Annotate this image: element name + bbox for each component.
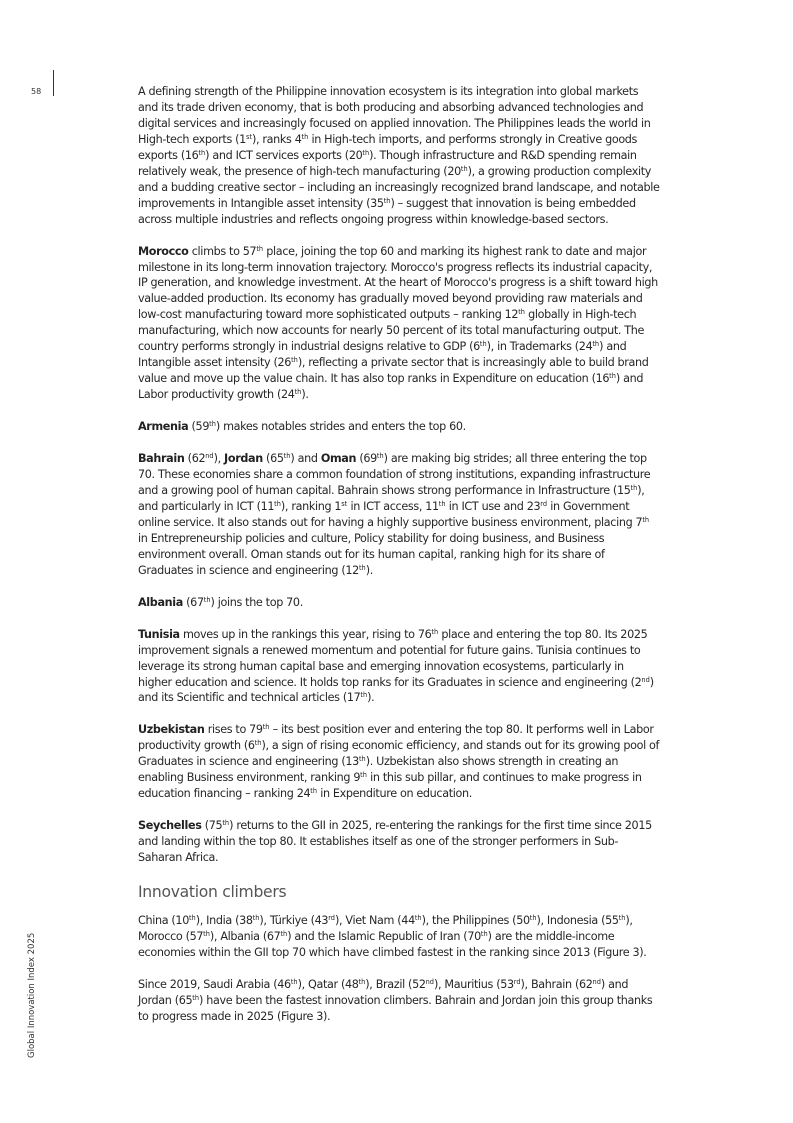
paragraph-armenia [138,419,660,435]
armenia-text: (59th) makes notables strides and enters the top 60. [191,420,466,434]
paragraph-tunisia [138,627,660,707]
albania-text: (67th) joins the top 70. [186,595,303,609]
climbers-text-2: Since 2019, Saudi Arabia (46th), Qatar (48th), Brazil (52nd), Mauritius (53rd), Bahrain (62nd) and Jordan (65th) have been the fastest innovation climbers. Bahrain and Jordan join this group thanks to progress made in 2025 (Figure 3). [138,977,653,1023]
philippines-text: A defining strength of the Philippine innovation ecosystem is its integration into global markets and its trade driven economy, that is both producing and absorbing advanced technologies and digital services and increasingly focused on applied innovation. The Philippines leads the world in High-tech exports (1st), ranks 4th in High-tech imports, and performs strongly in Creative goods exports (16th) and ICT services exports (20th). Though infrastructure and R&D spending remain relatively weak, the presence of high-tech manufacturing (20th), a growing production complexity and a budding creative sector – including an increasingly recognized brand landscape, and notable improvements in Intangible asset intensity (35th) – suggest that innovation is being embedded across multiple industries and reflects ongoing progress within knowledge-based sectors. [138,85,660,226]
country-name-oman: Oman [320,452,357,466]
paragraph-philippines [138,84,660,228]
uzbekistan-text: rises to 79th – its best position ever and entering the top 80. It performs well in Labor productivity growth (6th), a sign of rising economic efficiency, and stands out for its growing pool of Graduates in science and engineering (13th). Uzbekistan also shows strength in creating an enabling Business environment, ranking 9th in this sub pillar, and continues to make progress in education financing – ranking 24th in Expenditure on education. [138,723,660,801]
paragraph-bahrain-jordan-oman [138,451,660,579]
country-name-albania: Albania [138,595,183,609]
paragraph-climbers-since-2019 [138,977,660,1025]
morocco-text: climbs to 57th place, joining the top 60 and marking its highest rank to date and major milestone in its long-term innovation trajectory. Morocco's progress reflects its industrial capacity, IP generation, and knowledge investment. At the heart of Morocco's progress is a shift toward high value-added production. Its economy has gradually moved beyond providing raw materials and low-cost manufacturing toward more sophisticated outputs – ranking 12th globally in High-tech manufacturing, which now accounts for nearly 50 percent of its total manufacturing output. The country performs strongly in industrial designs relative to GDP (6th), in Trademarks (24th) and Intangible asset intensity (26th), reflecting a private sector that is increasingly able to build brand value and move up the value chain. It has also top ranks in Expenditure on education (16th) and Labor productivity growth (24th). [138,244,658,402]
paragraph-climbers-middle-income [138,913,660,961]
tunisia-text: moves up in the rankings this year, rising to 76th place and entering the top 80. Its 2025 improvement signals a renewed momentum and potential for future gains. Tunisia continues to leverage its strong human capital base and emerging innovation ecosystems, particularly in higher education and science. It holds top ranks for its Graduates in science and engineering (2nd) and its Scientific and technical articles (17th). [138,627,654,705]
country-name-uzbekistan: Uzbekistan [138,723,205,737]
paragraph-morocco [138,244,660,404]
paragraph-uzbekistan [138,722,660,802]
bahrain-group-text: Bahrain (62nd), Jordan (65th) and Oman (69th) are making big strides; all three entering the top 70. These economies share a common foundation of strong institutions, expanding infrastructure and a growing pool of human capital. Bahrain shows strong performance in Infrastructure (15th), and particularly in ICT (11th), ranking 1st in ICT access, 11th in ICT use and 23rd in Government online service. It also stands out for having a highly supportive business environment, placing 7th in Entrepreneurship policies and culture, Policy stability for doing business, and Business environment overall. Oman stands out for its human capital, ranking high for its share of Graduates in science and engineering (12th). [138,452,651,577]
country-name-tunisia: Tunisia [138,627,180,641]
paragraph-seychelles [138,818,660,866]
country-name-armenia: Armenia [138,420,189,434]
country-name-bahrain: Bahrain [138,452,185,466]
paragraph-albania [138,595,660,611]
seychelles-text: (75th) returns to the GII in 2025, re-entering the rankings for the first time since 2015 and landing within the top 80. It establishes itself as one of the stronger performers in Sub-Saharan Africa. [138,819,652,865]
page-number: 58 [31,87,42,96]
margin-rule [53,70,54,96]
country-name-jordan: Jordan [224,452,263,466]
country-name-morocco: Morocco [138,244,189,258]
country-name-seychelles: Seychelles [138,819,202,833]
climbers-text-1: China (10th), India (38th), Türkiye (43rd), Viet Nam (44th), the Philippines (50th), Indonesia (55th), Morocco (57th), Albania (67th) and the Islamic Republic of Iran (70th) are the middle-income economies within the GII top 70 which have climbed fastest in the ranking since 2013 (Figure 3). [138,914,647,959]
running-title: Global Innovation Index 2025 [27,932,37,1058]
section-heading-innovation-climbers: Innovation climbers [138,883,287,902]
main-content [138,84,660,1041]
